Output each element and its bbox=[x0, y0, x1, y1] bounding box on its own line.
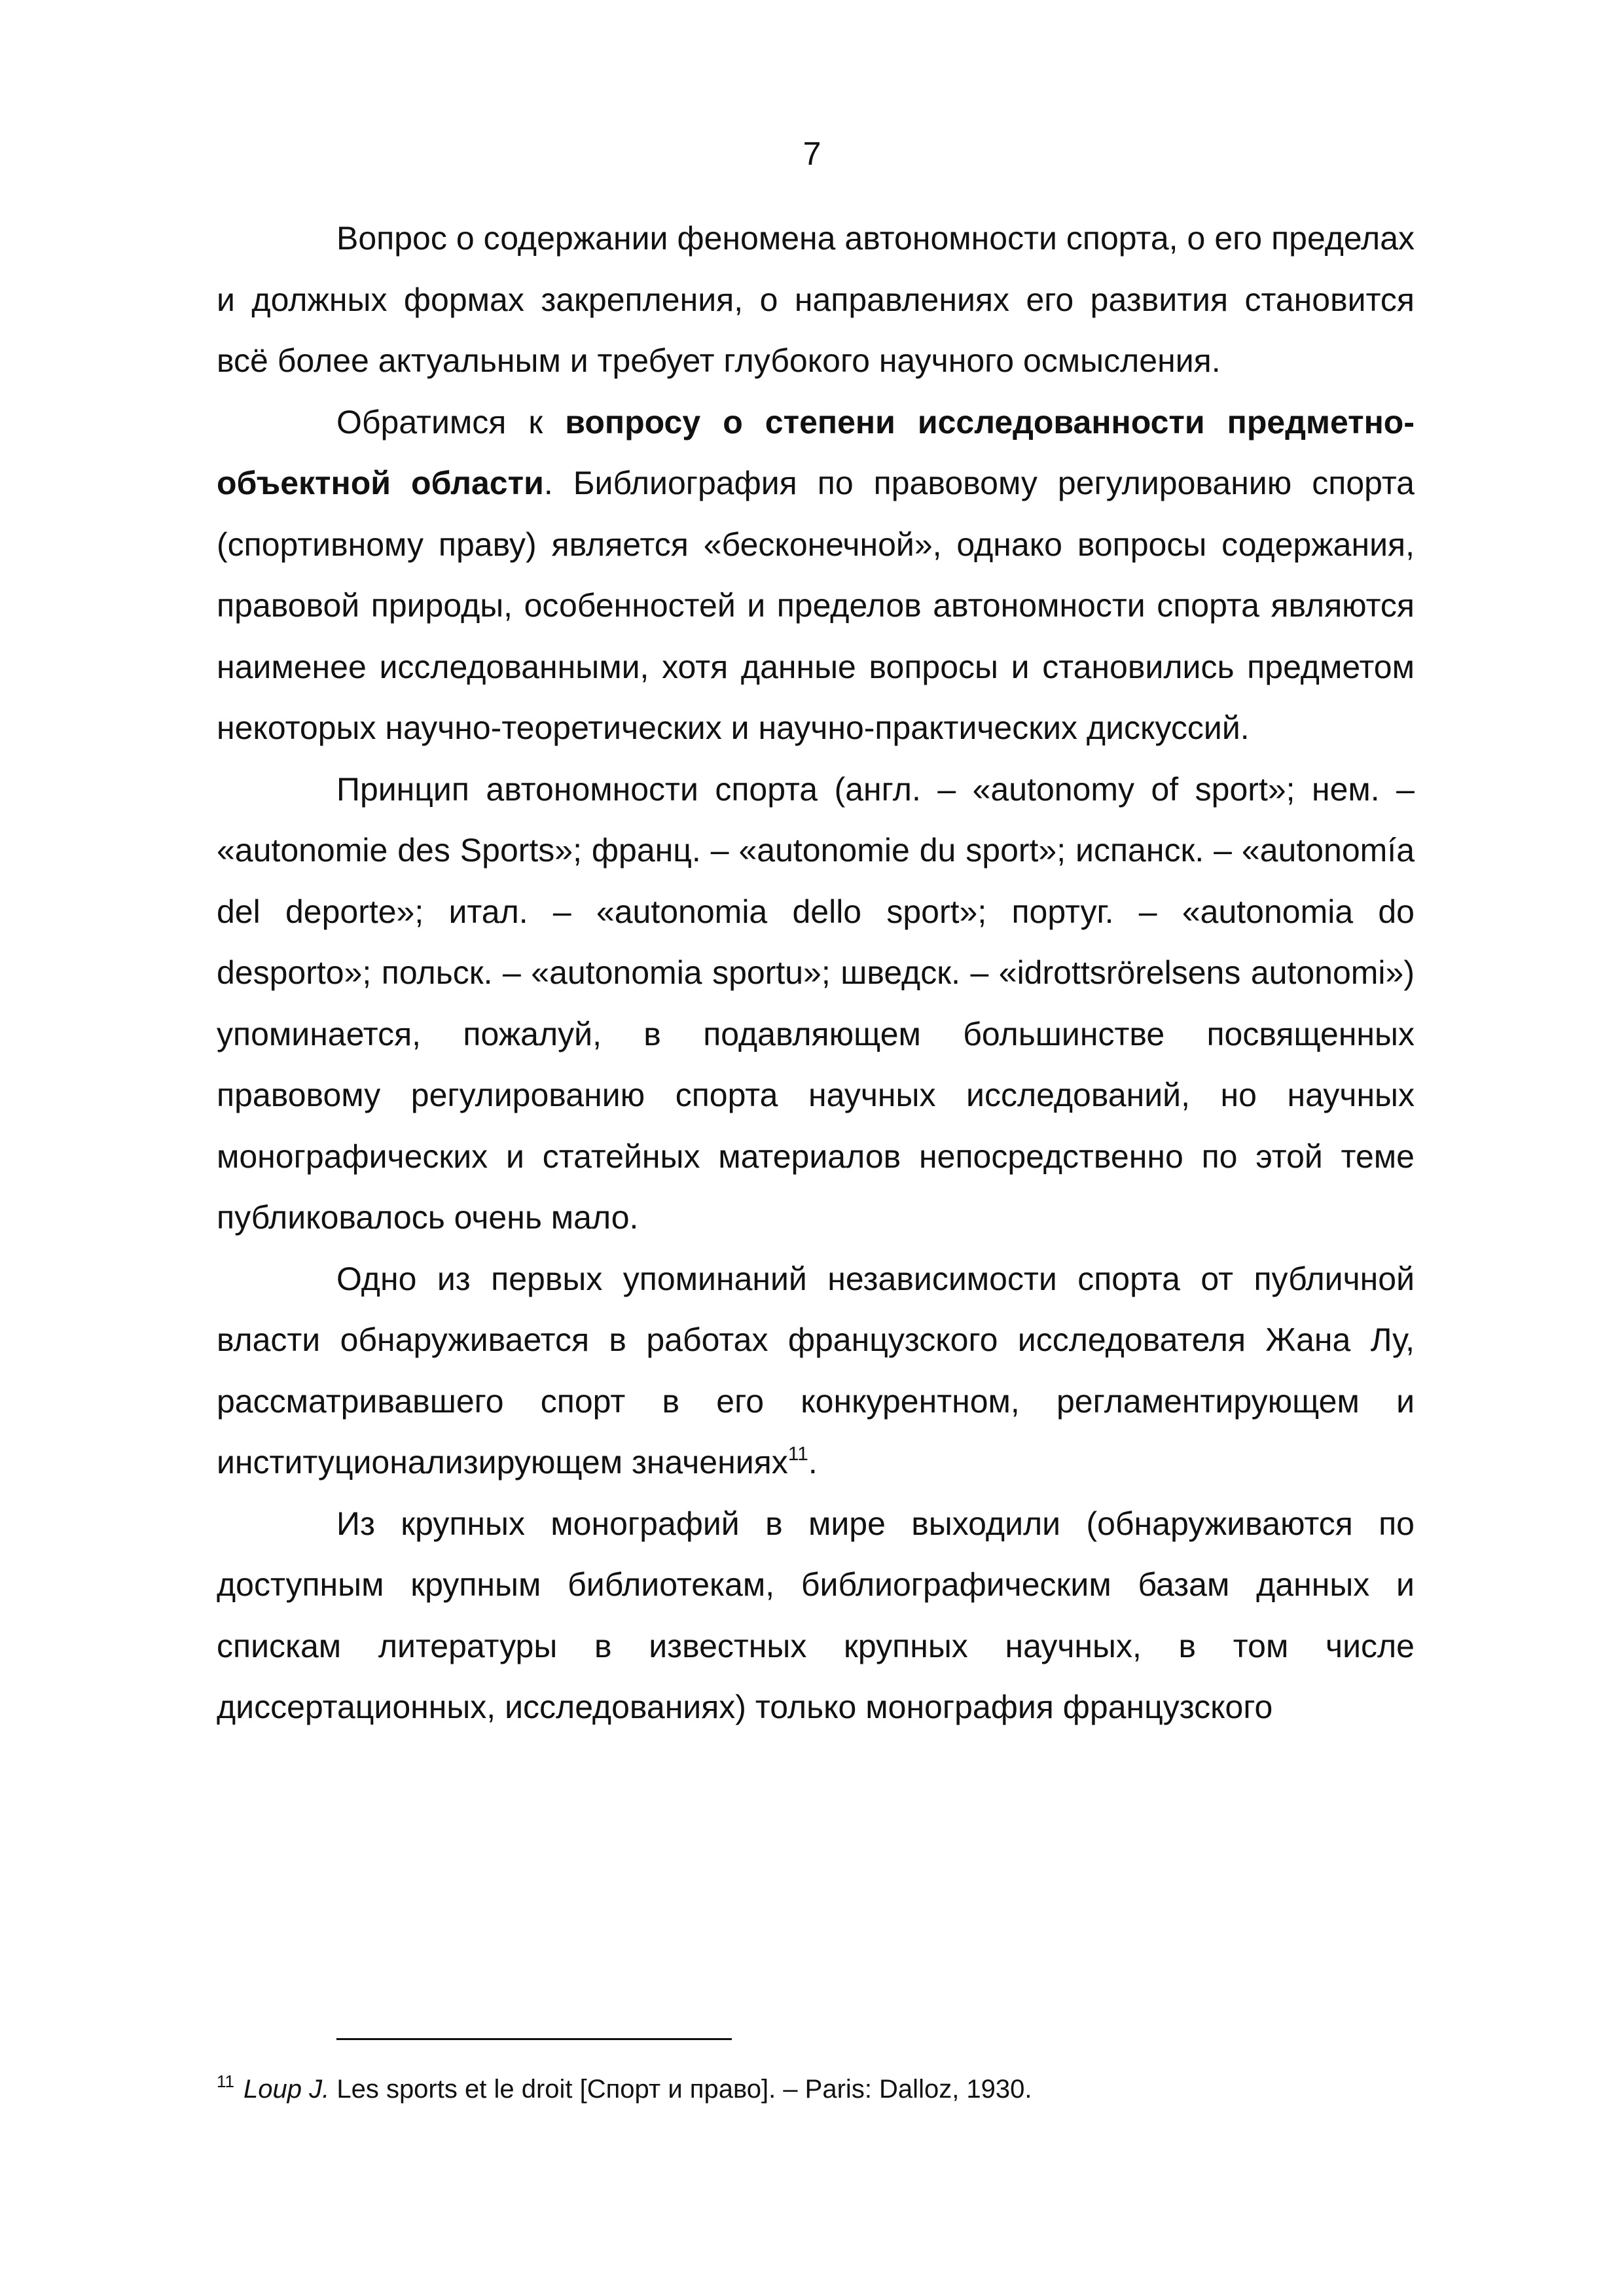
paragraph-4-text: Одно из первых упоминаний независимости спорта от публичной власти обнаруживается в работах французского исследователя Жана Лу, рассматривавшего спорт в его конкурентном, регламентирующем и институционализирующем значениях bbox=[217, 1260, 1415, 1480]
paragraph-5: Из крупных монографий в мире выходили (обнаруживаются по доступным крупным библиотекам, библиографическим базам данных и спискам литературы в известных крупных научных, в том числе диссертационных, исследованиях) только монография французского bbox=[217, 1505, 1415, 1725]
footnote-separator bbox=[336, 2038, 732, 2040]
paragraph-1: Вопрос о содержании феномена автономности спорта, о его пределах и должных формах закрепления, о направлениях его развития становится всё более актуальным и требует глубокого научного осмысления. bbox=[217, 220, 1415, 379]
paragraph-2-bold-phrase: вопросу о степени исследованности предметно-объектной области bbox=[217, 403, 1415, 501]
footnote-text: Les sports et le droit [Спорт и право]. – Paris: Dalloz, 1930. bbox=[329, 2075, 1032, 2104]
main-text bbox=[217, 208, 1415, 1738]
paragraph-3: Принцип автономности спорта (англ. – «autonomy of sport»; нем. – «autonomie des Sports»; франц. – «autonomie du sport»; испанск. – «autonomía del deporte»; итал. – «autonomia dello sport»; португ. – «autonomia do desporto»; польск. – «autonomia sportu»; шведск. – «idrottsrörelsens autonomi») упоминается, пожалуй, в подавляющем большинстве посвященных правовому регулированию спорта научных исследований, но научных монографических и статейных материалов непосредственно по этой теме публиковалось очень мало. bbox=[217, 770, 1415, 1236]
paragraph-4 bbox=[217, 1249, 1415, 1494]
footnote-author: Loup J. bbox=[244, 2075, 330, 2104]
page-number: 7 bbox=[803, 135, 821, 172]
paragraph-2-lead: Обратимся к bbox=[336, 403, 566, 440]
footnote-number: 11 bbox=[217, 2072, 234, 2091]
paragraph-2-rest: . Библиография по правовому регулированию спорта (спортивному праву) является «бесконечной», однако вопросы содержания, правовой природы, особенностей и пределов автономности спорта являются наименее исследованными, хотя данные вопросы и становились предметом некоторых научно-теоретических и научно-практических дискуссий. bbox=[217, 465, 1415, 746]
paragraph-2 bbox=[217, 392, 1415, 759]
footnote bbox=[217, 2073, 1415, 2106]
footnote-reference[interactable]: 11 bbox=[787, 1443, 808, 1465]
paragraph-4-end: . bbox=[808, 1444, 818, 1480]
